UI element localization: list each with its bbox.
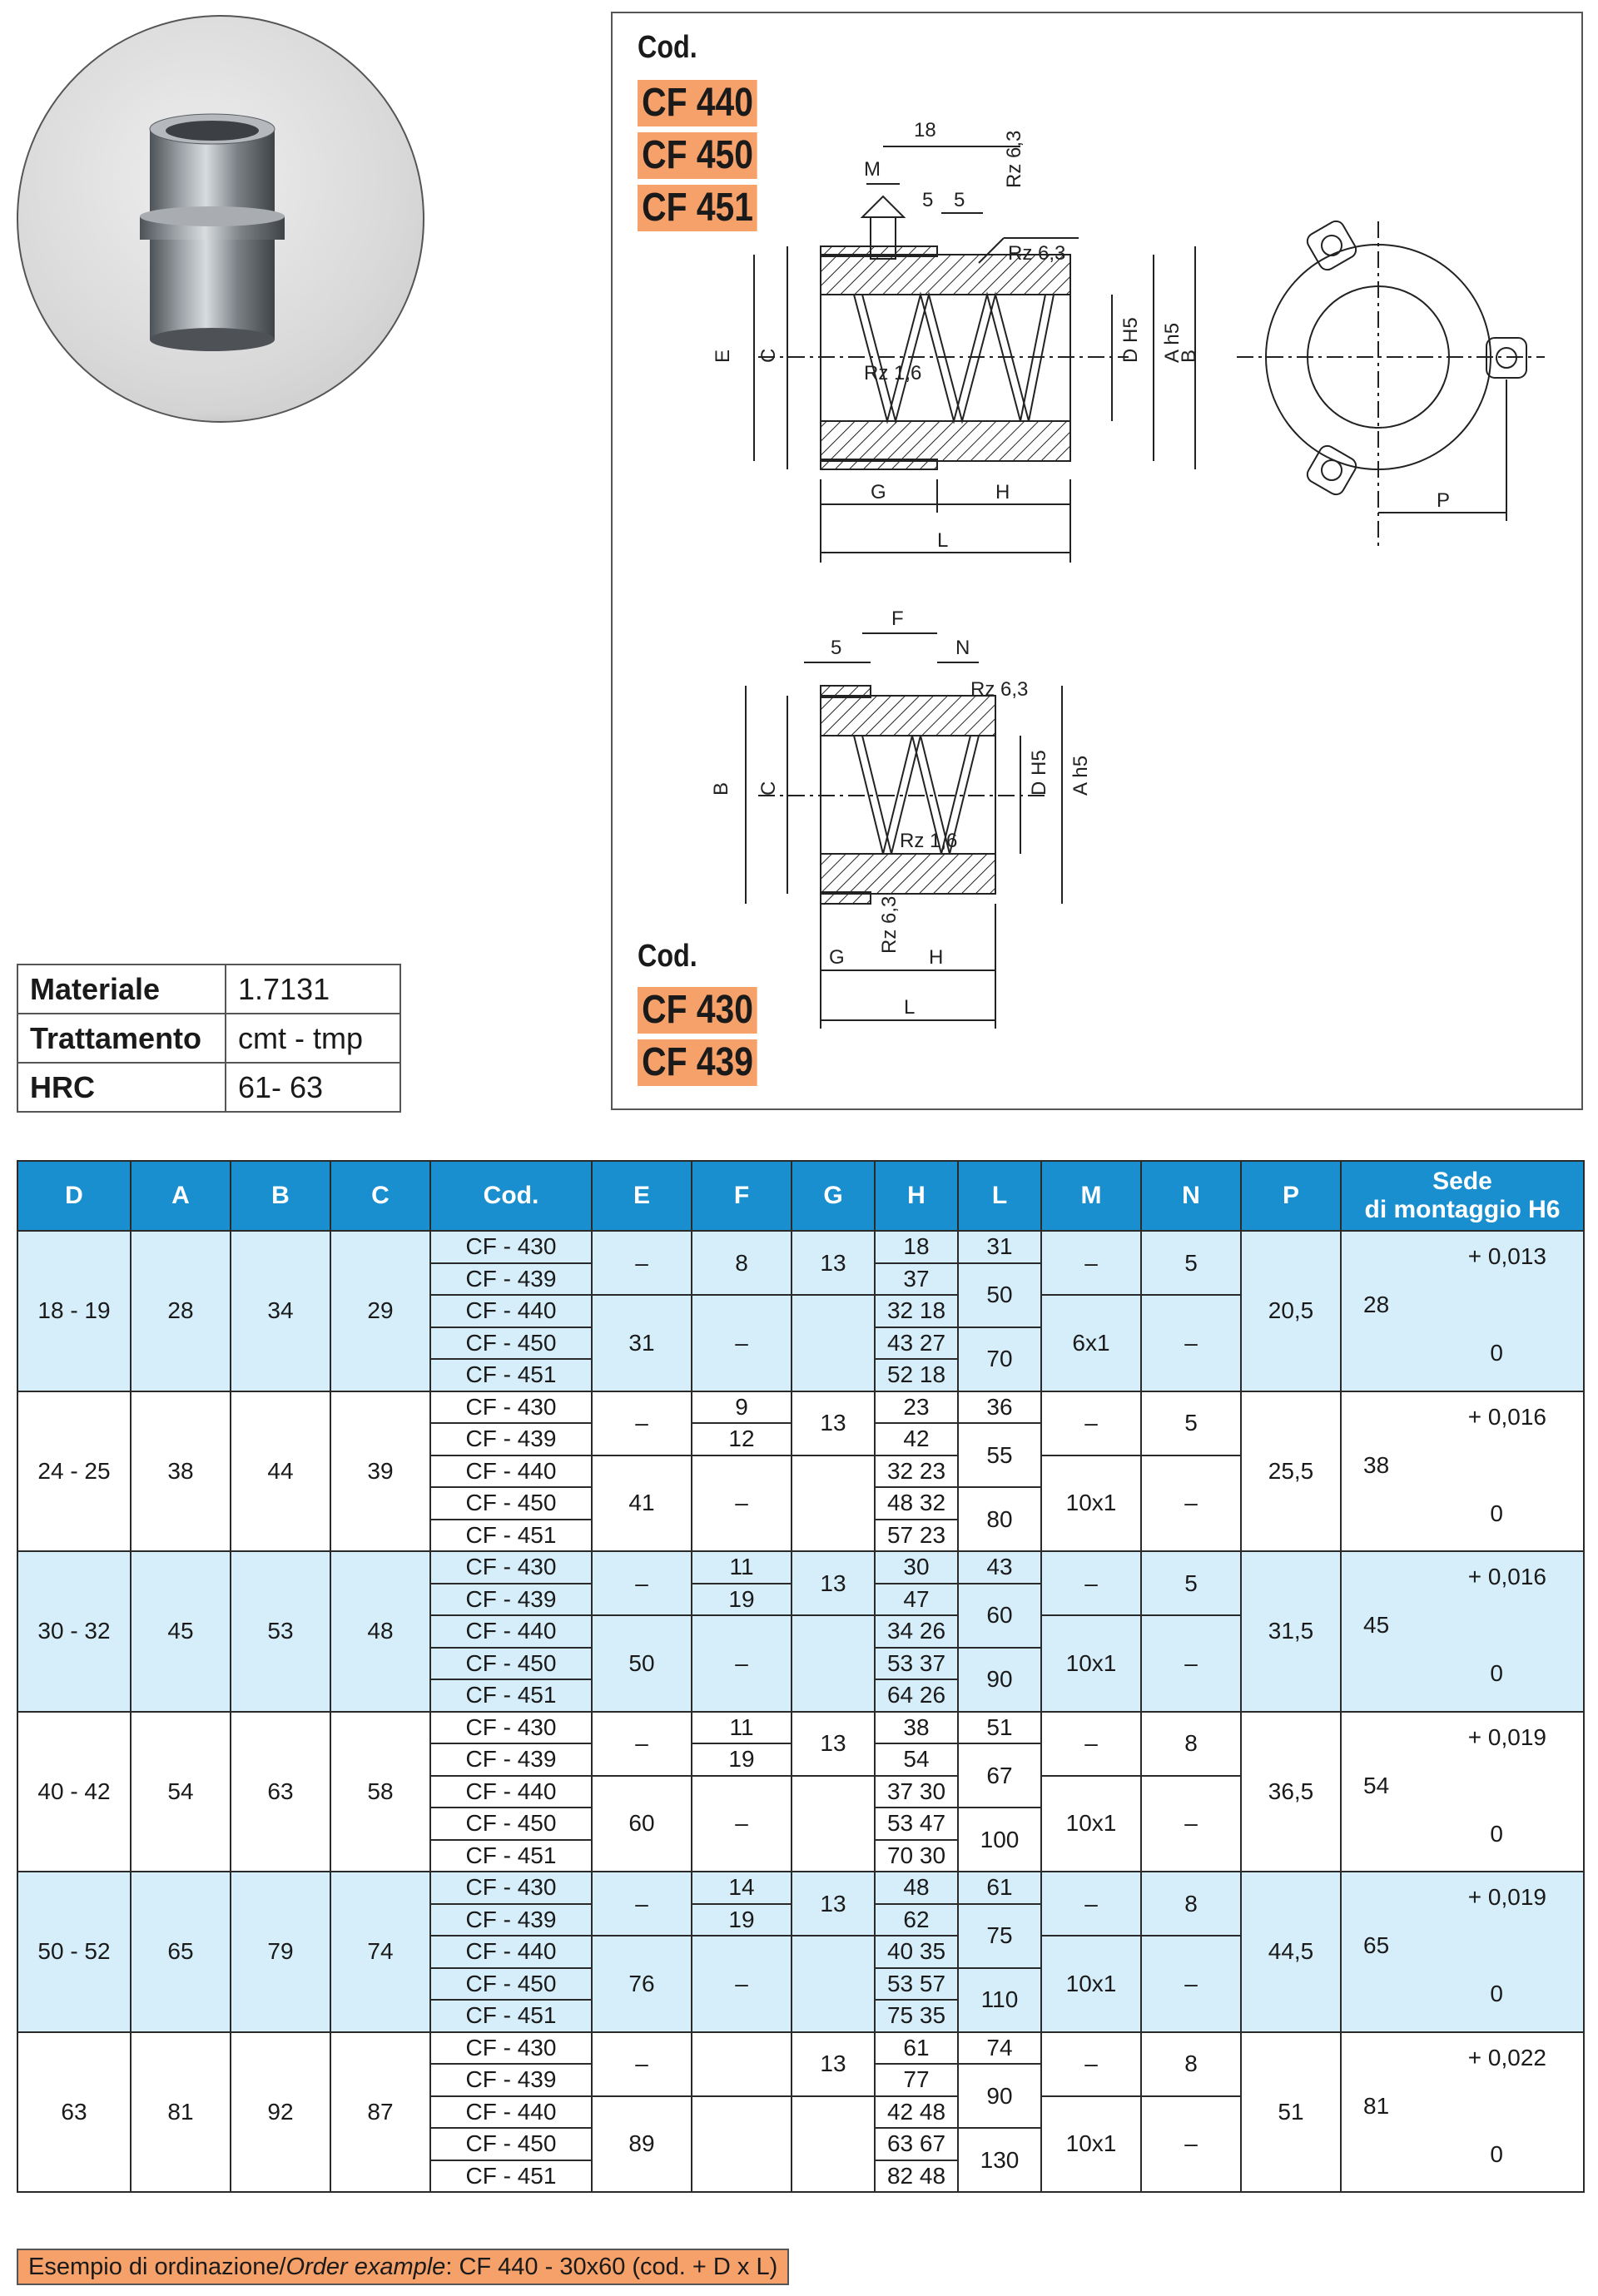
code-tag-cf450: CF 450 xyxy=(638,132,757,179)
product-photo xyxy=(17,15,424,423)
dimensions-table xyxy=(17,1160,1585,2193)
cell-n: – xyxy=(1141,2096,1241,2193)
cell-h: 38 xyxy=(875,1712,958,1744)
cell-l: 70 xyxy=(958,1327,1041,1391)
rz-63-vertical: Rz 6,3 xyxy=(1003,130,1025,188)
cell-f: – xyxy=(692,1615,792,1712)
header-d: D xyxy=(17,1161,131,1231)
cell-h-secondary: 18 xyxy=(919,1361,946,1388)
cell-g-empty xyxy=(792,1455,875,1552)
rz-63-bottom: Rz 6,3 xyxy=(970,678,1029,701)
cell-seat xyxy=(1341,2032,1584,2193)
cell-cod: CF - 430 xyxy=(430,1551,592,1584)
cell-b: 63 xyxy=(231,1712,330,1872)
seat-size: 38 xyxy=(1363,1451,1390,1478)
cell-h-secondary: 48 xyxy=(919,2162,946,2189)
cell-cod: CF - 450 xyxy=(430,1648,592,1680)
cell-g: 13 xyxy=(792,1872,875,1936)
hrc-key: HRC xyxy=(17,1063,226,1112)
cell-b: 79 xyxy=(231,1872,330,2032)
header-l: L xyxy=(958,1161,1041,1231)
cell-cod: CF - 451 xyxy=(430,2160,592,2193)
cell-cod: CF - 440 xyxy=(430,2096,592,2129)
cell-h: 53 57 xyxy=(875,1968,958,2001)
cell-f: – xyxy=(692,1295,792,1391)
seat-tol-plus: + 0,016 xyxy=(1467,1564,1546,1589)
cell-b: 34 xyxy=(231,1231,330,1391)
seat-size: 65 xyxy=(1363,1932,1390,1958)
table-header-row xyxy=(17,1161,1584,1231)
header-m: M xyxy=(1041,1161,1141,1231)
cell-d: 18 - 19 xyxy=(17,1231,131,1391)
cell-l: 80 xyxy=(958,1487,1041,1551)
cell-cod: CF - 439 xyxy=(430,2064,592,2096)
cell-e: – xyxy=(592,1231,692,1295)
seat-size: 45 xyxy=(1363,1612,1390,1638)
cell-p: 51 xyxy=(1241,2032,1341,2193)
header-f: F xyxy=(692,1161,792,1231)
cell-m: 6x1 xyxy=(1041,1295,1141,1391)
cell-g-empty xyxy=(792,1936,875,2032)
hrc-value: 61- 63 xyxy=(226,1063,400,1112)
cell-a: 38 xyxy=(131,1391,231,1552)
cell-n: – xyxy=(1141,1295,1241,1391)
cell-h-secondary: 57 xyxy=(919,1970,946,1996)
hrc-row xyxy=(17,1063,400,1112)
cod-label-top: Cod. xyxy=(638,30,697,65)
cell-l: 50 xyxy=(958,1263,1041,1327)
cell-g: 13 xyxy=(792,1712,875,1776)
cell-p: 20,5 xyxy=(1241,1231,1341,1391)
header-seat-line2: di montaggio H6 xyxy=(1364,1196,1561,1223)
cell-h: 32 23 xyxy=(875,1455,958,1488)
dim-c-bottom: C xyxy=(757,781,780,796)
cell-cod: CF - 450 xyxy=(430,1327,592,1360)
cell-c: 87 xyxy=(330,2032,430,2193)
cell-h: 48 32 xyxy=(875,1487,958,1520)
cell-e: – xyxy=(592,1712,692,1776)
cell-c: 74 xyxy=(330,1872,430,2032)
order-example xyxy=(17,2249,789,2285)
cell-b: 44 xyxy=(231,1391,330,1552)
dim-c-top: C xyxy=(757,348,780,363)
cell-m: – xyxy=(1041,1872,1141,1936)
cell-cod: CF - 439 xyxy=(430,1904,592,1936)
cell-h: 43 27 xyxy=(875,1327,958,1360)
cell-cod: CF - 440 xyxy=(430,1295,592,1327)
dim-l-top: L xyxy=(937,529,949,552)
cell-c: 58 xyxy=(330,1712,430,1872)
technical-drawing-panel xyxy=(611,12,1583,1110)
seat-tol-zero: 0 xyxy=(1490,1820,1503,1847)
cell-f: 12 xyxy=(692,1423,792,1455)
material-row xyxy=(17,965,400,1014)
dim-b-top: B xyxy=(1178,349,1200,363)
cell-f: 19 xyxy=(692,1904,792,1936)
cell-h: 52 18 xyxy=(875,1359,958,1391)
cell-l: 75 xyxy=(958,1904,1041,1968)
cell-e: 60 xyxy=(592,1776,692,1872)
cell-h: 30 xyxy=(875,1551,958,1584)
order-example-en: Order example xyxy=(285,2254,446,2280)
cell-f: – xyxy=(692,1776,792,1872)
code-tag-cf451: CF 451 xyxy=(638,185,757,231)
cell-cod: CF - 430 xyxy=(430,1872,592,1904)
cell-p: 44,5 xyxy=(1241,1872,1341,2032)
cell-f: 14 xyxy=(692,1872,792,1904)
code-tag-cf440: CF 440 xyxy=(638,80,757,126)
cell-h-secondary: 35 xyxy=(919,2002,946,2029)
cell-f: – xyxy=(692,1936,792,2032)
seat-tol-plus: + 0,019 xyxy=(1467,1723,1546,1750)
dim-l-bottom: L xyxy=(904,996,916,1019)
cell-f: – xyxy=(692,1455,792,1552)
cell-l: 130 xyxy=(958,2128,1041,2192)
order-example-rest: : CF 440 - 30x60 (cod. + D x L) xyxy=(445,2254,778,2280)
cell-d: 40 - 42 xyxy=(17,1712,131,1872)
cell-h: 53 37 xyxy=(875,1648,958,1680)
cell-cod: CF - 450 xyxy=(430,2128,592,2160)
seat-tol-plus: + 0,013 xyxy=(1467,1243,1546,1269)
cell-n: – xyxy=(1141,1936,1241,2032)
seat-tol-plus: + 0,016 xyxy=(1467,1403,1546,1430)
cell-g-empty xyxy=(792,1295,875,1391)
cell-h: 77 xyxy=(875,2064,958,2096)
cell-d: 63 xyxy=(17,2032,131,2193)
code-tag-cf430: CF 430 xyxy=(638,987,757,1034)
cell-cod: CF - 430 xyxy=(430,1231,592,1263)
cell-b: 92 xyxy=(231,2032,330,2193)
cell-m: – xyxy=(1041,2032,1141,2096)
cell-m: 10x1 xyxy=(1041,2096,1141,2193)
seat-size: 54 xyxy=(1363,1772,1390,1798)
dim-d-h5-top: D H5 xyxy=(1119,317,1142,363)
cell-h: 75 35 xyxy=(875,2000,958,2032)
cell-h: 63 67 xyxy=(875,2128,958,2160)
cell-a: 45 xyxy=(131,1551,231,1712)
cell-cod: CF - 430 xyxy=(430,1391,592,1424)
dim-p: P xyxy=(1437,489,1451,512)
header-a: A xyxy=(131,1161,231,1231)
cell-cod: CF - 451 xyxy=(430,1840,592,1872)
cell-h-secondary: 30 xyxy=(919,1842,946,1868)
cell-l: 90 xyxy=(958,1648,1041,1712)
cell-seat xyxy=(1341,1231,1584,1391)
cell-h-secondary: 26 xyxy=(919,1682,946,1708)
seat-size: 28 xyxy=(1363,1292,1390,1317)
dim-m: M xyxy=(864,158,881,181)
cell-n: 8 xyxy=(1141,1712,1241,1776)
cell-l: 60 xyxy=(958,1584,1041,1648)
cell-g-empty xyxy=(792,2096,875,2193)
cell-n: – xyxy=(1141,1615,1241,1712)
cell-c: 48 xyxy=(330,1551,430,1712)
cell-e: 41 xyxy=(592,1455,692,1552)
cell-m: 10x1 xyxy=(1041,1776,1141,1872)
cell-a: 28 xyxy=(131,1231,231,1391)
cell-e: 31 xyxy=(592,1295,692,1391)
cell-h: 23 xyxy=(875,1391,958,1424)
cell-h-secondary: 23 xyxy=(919,1521,946,1548)
cell-e: – xyxy=(592,1551,692,1615)
cell-d: 30 - 32 xyxy=(17,1551,131,1712)
cell-e: – xyxy=(592,1872,692,1936)
cell-m: – xyxy=(1041,1712,1141,1776)
cell-e: – xyxy=(592,1391,692,1455)
cell-cod: CF - 439 xyxy=(430,1743,592,1776)
cell-h: 62 xyxy=(875,1904,958,1936)
cell-e: 50 xyxy=(592,1615,692,1712)
cell-d: 50 - 52 xyxy=(17,1872,131,2032)
cell-h: 70 30 xyxy=(875,1840,958,1872)
order-example-it: Esempio di ordinazione/ xyxy=(28,2254,286,2280)
cell-cod: CF - 450 xyxy=(430,1808,592,1840)
cell-cod: CF - 440 xyxy=(430,1455,592,1488)
cell-f: 19 xyxy=(692,1584,792,1616)
cell-h: 47 xyxy=(875,1584,958,1616)
material-table xyxy=(17,964,401,1113)
cell-g: 13 xyxy=(792,2032,875,2096)
treatment-key: Trattamento xyxy=(17,1014,226,1063)
cell-h: 40 35 xyxy=(875,1936,958,1968)
cell-f: 8 xyxy=(692,1231,792,1295)
header-e: E xyxy=(592,1161,692,1231)
cell-cod: CF - 440 xyxy=(430,1776,592,1808)
header-cod: Cod. xyxy=(430,1161,592,1231)
cell-seat xyxy=(1341,1712,1584,1872)
header-g: G xyxy=(792,1161,875,1231)
cell-l: 31 xyxy=(958,1231,1041,1263)
table-row xyxy=(17,1712,1584,1744)
cell-h-secondary: 37 xyxy=(919,1649,946,1676)
dim-b-bottom: B xyxy=(710,781,732,796)
dim-n: N xyxy=(955,637,970,659)
cell-h-secondary: 32 xyxy=(919,1490,946,1516)
cell-h-secondary: 48 xyxy=(919,2098,946,2125)
cell-g-empty xyxy=(792,1776,875,1872)
dim-5b: 5 xyxy=(954,189,965,211)
cell-cod: CF - 451 xyxy=(430,1520,592,1552)
dim-f: F xyxy=(891,607,904,630)
rz-16-top: Rz 1,6 xyxy=(864,362,922,384)
seat-tol-plus: + 0,019 xyxy=(1467,1884,1546,1910)
rz-63-top: Rz 6,3 xyxy=(1008,242,1066,265)
cell-cod: CF - 450 xyxy=(430,1487,592,1520)
dim-g-bottom: G xyxy=(829,946,845,969)
material-value: 1.7131 xyxy=(226,965,400,1014)
cell-cod: CF - 451 xyxy=(430,1359,592,1391)
cell-h: 61 xyxy=(875,2032,958,2065)
cell-b: 53 xyxy=(231,1551,330,1712)
cell-cod: CF - 430 xyxy=(430,1712,592,1744)
cell-l: 100 xyxy=(958,1808,1041,1872)
cell-e: 76 xyxy=(592,1936,692,2032)
cell-cod: CF - 439 xyxy=(430,1584,592,1616)
table-row xyxy=(17,1872,1584,1904)
cell-g-empty xyxy=(792,1615,875,1712)
cell-a: 65 xyxy=(131,1872,231,2032)
cell-h-secondary: 18 xyxy=(919,1297,946,1324)
cell-cod: CF - 430 xyxy=(430,2032,592,2065)
header-seat-line1: Sede xyxy=(1432,1168,1492,1195)
cell-cod: CF - 440 xyxy=(430,1936,592,1968)
dim-e: E xyxy=(712,349,734,363)
cell-h: 42 xyxy=(875,1423,958,1455)
dim-18: 18 xyxy=(914,119,936,141)
dim-g-top: G xyxy=(871,481,886,503)
seat-tol-plus: + 0,022 xyxy=(1467,2044,1546,2070)
seat-size: 81 xyxy=(1363,2092,1390,2119)
treatment-row xyxy=(17,1014,400,1063)
dim-5-bottom: 5 xyxy=(831,637,842,659)
cell-a: 81 xyxy=(131,2032,231,2193)
cell-n: 5 xyxy=(1141,1391,1241,1455)
cell-seat xyxy=(1341,1551,1584,1712)
cell-f: 9 xyxy=(692,1391,792,1424)
cell-h: 37 30 xyxy=(875,1776,958,1808)
header-p: P xyxy=(1241,1161,1341,1231)
cell-l: 51 xyxy=(958,1712,1041,1744)
cell-h-secondary: 26 xyxy=(919,1618,946,1644)
header-seat xyxy=(1341,1161,1584,1231)
dim-a-h5-bottom: A h5 xyxy=(1069,755,1092,796)
table-row xyxy=(17,2032,1584,2065)
cell-g: 13 xyxy=(792,1551,875,1615)
cell-h-secondary: 30 xyxy=(919,1778,946,1804)
end-view-drawing xyxy=(1237,218,1545,546)
header-b: B xyxy=(231,1161,330,1231)
cell-m: – xyxy=(1041,1391,1141,1455)
cell-h-secondary: 23 xyxy=(919,1457,946,1484)
cell-f xyxy=(692,2032,792,2096)
material-key: Materiale xyxy=(17,965,226,1014)
cell-h: 42 48 xyxy=(875,2096,958,2129)
cell-n: 8 xyxy=(1141,2032,1241,2096)
cell-f: 19 xyxy=(692,1743,792,1776)
cell-m: – xyxy=(1041,1551,1141,1615)
cell-h: 82 48 xyxy=(875,2160,958,2193)
cell-h: 32 18 xyxy=(875,1295,958,1327)
cell-l: 36 xyxy=(958,1391,1041,1424)
seat-tol-zero: 0 xyxy=(1490,1340,1503,1366)
cell-e: 89 xyxy=(592,2096,692,2193)
cell-h: 18 xyxy=(875,1231,958,1263)
rz-16-bottom: Rz 1,6 xyxy=(900,830,958,852)
code-tag-cf439: CF 439 xyxy=(638,1039,757,1086)
table-row xyxy=(17,1231,1584,1263)
cell-seat xyxy=(1341,1391,1584,1552)
dim-h-bottom: H xyxy=(929,946,944,969)
table-row xyxy=(17,1391,1584,1424)
header-n: N xyxy=(1141,1161,1241,1231)
seat-tol-zero: 0 xyxy=(1490,1981,1503,2006)
cell-n: 5 xyxy=(1141,1231,1241,1295)
cell-l: 74 xyxy=(958,2032,1041,2065)
treatment-value: cmt - tmp xyxy=(226,1014,400,1063)
cell-f: 11 xyxy=(692,1712,792,1744)
cell-h-secondary: 67 xyxy=(919,2130,946,2157)
cell-h-secondary: 35 xyxy=(919,1938,946,1965)
cell-l: 90 xyxy=(958,2064,1041,2128)
cell-seat xyxy=(1341,1872,1584,2032)
cell-f: 11 xyxy=(692,1551,792,1584)
cell-cod: CF - 440 xyxy=(430,1615,592,1648)
cell-h: 34 26 xyxy=(875,1615,958,1648)
cell-h: 54 xyxy=(875,1743,958,1776)
cell-m: 10x1 xyxy=(1041,1615,1141,1712)
cell-c: 39 xyxy=(330,1391,430,1552)
dim-a-h5-top: A h5 xyxy=(1161,322,1184,363)
cell-n: 8 xyxy=(1141,1872,1241,1936)
dim-d-h5-bottom: D H5 xyxy=(1028,750,1050,796)
cell-a: 54 xyxy=(131,1712,231,1872)
header-c: C xyxy=(330,1161,430,1231)
cell-l: 67 xyxy=(958,1743,1041,1808)
cell-d: 24 - 25 xyxy=(17,1391,131,1552)
cell-n: 5 xyxy=(1141,1551,1241,1615)
cell-cod: CF - 451 xyxy=(430,2000,592,2032)
cell-m: 10x1 xyxy=(1041,1936,1141,2032)
seat-tol-zero: 0 xyxy=(1490,1660,1503,1686)
cell-l: 43 xyxy=(958,1551,1041,1584)
cell-h: 37 xyxy=(875,1263,958,1296)
cell-h: 64 26 xyxy=(875,1679,958,1712)
cod-label-bottom: Cod. xyxy=(638,939,697,974)
seat-tol-zero: 0 xyxy=(1490,1500,1503,1526)
cell-h-secondary: 27 xyxy=(919,1329,946,1356)
cell-m: 10x1 xyxy=(1041,1455,1141,1552)
cell-c: 29 xyxy=(330,1231,430,1391)
cell-p: 25,5 xyxy=(1241,1391,1341,1552)
seat-tol-zero: 0 xyxy=(1490,2140,1503,2167)
cell-h: 53 47 xyxy=(875,1808,958,1840)
cell-l: 55 xyxy=(958,1423,1041,1487)
cell-f xyxy=(692,2096,792,2193)
cell-cod: CF - 439 xyxy=(430,1263,592,1296)
rz-63-bottom-vertical: Rz 6,3 xyxy=(878,895,901,954)
dim-h-top: H xyxy=(995,481,1010,503)
cell-l: 61 xyxy=(958,1872,1041,1904)
cell-h: 48 xyxy=(875,1872,958,1904)
cell-h-secondary: 47 xyxy=(919,1810,946,1837)
table-row xyxy=(17,1551,1584,1584)
dim-5a: 5 xyxy=(922,189,934,211)
cell-g: 13 xyxy=(792,1231,875,1295)
cell-n: – xyxy=(1141,1776,1241,1872)
cell-cod: CF - 450 xyxy=(430,1968,592,2001)
header-h: H xyxy=(875,1161,958,1231)
cell-e: – xyxy=(592,2032,692,2096)
cell-m: – xyxy=(1041,1231,1141,1295)
cell-p: 36,5 xyxy=(1241,1712,1341,1872)
cell-h: 57 23 xyxy=(875,1520,958,1552)
cell-g: 13 xyxy=(792,1391,875,1455)
table-body xyxy=(17,1231,1584,2192)
cell-cod: CF - 451 xyxy=(430,1679,592,1712)
cell-l: 110 xyxy=(958,1968,1041,2032)
cell-n: – xyxy=(1141,1455,1241,1552)
cell-p: 31,5 xyxy=(1241,1551,1341,1712)
cell-cod: CF - 439 xyxy=(430,1423,592,1455)
